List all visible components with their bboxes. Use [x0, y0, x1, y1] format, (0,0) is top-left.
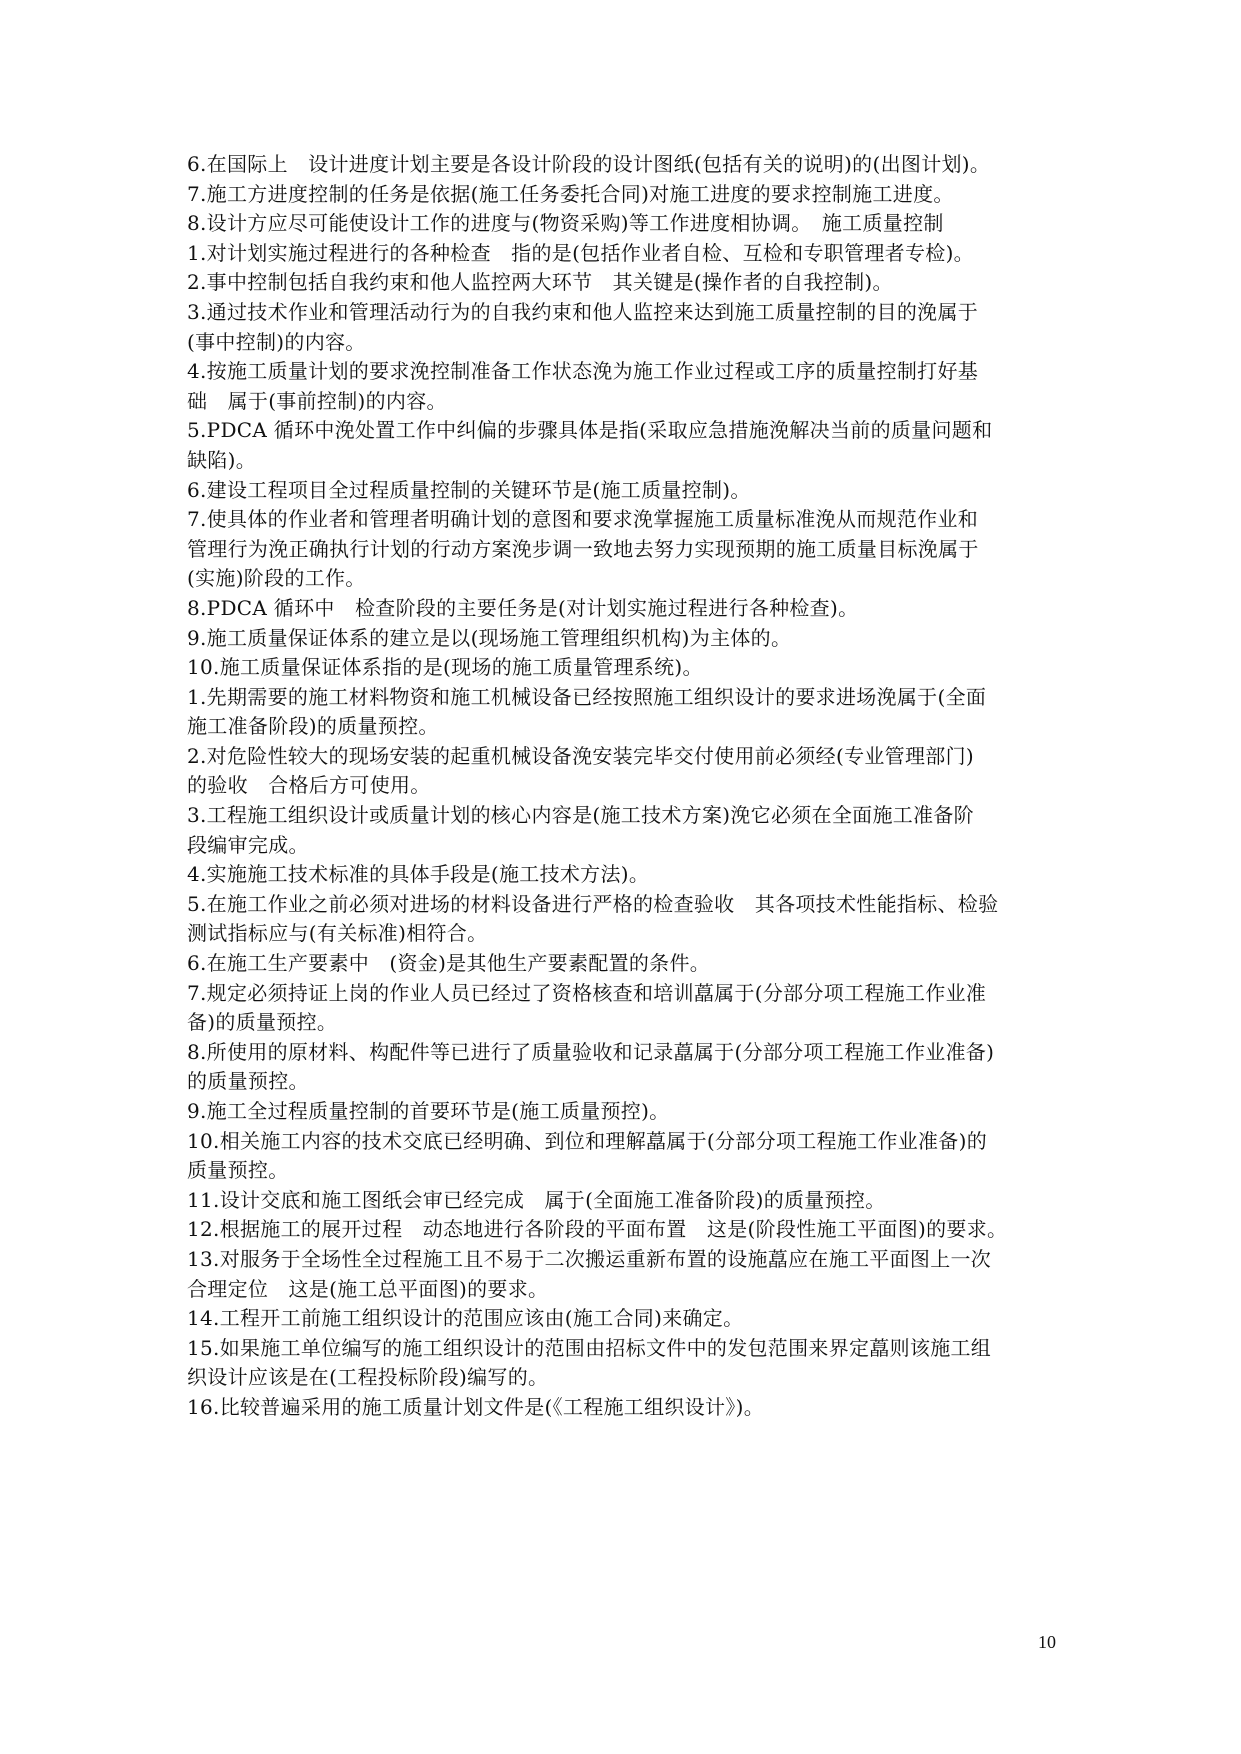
text-line: 的质量预控。	[187, 1069, 309, 1094]
text-line: 7.施工方进度控制的任务是依据(施工任务委托合同)对施工进度的要求控制施工进度。	[187, 181, 954, 206]
text-line: 4.实施施工技术标准的具体手段是(施工技术方法)。	[187, 862, 650, 887]
text-line: 6.在施工生产要素中 (资金)是其他生产要素配置的条件。	[187, 951, 711, 976]
text-line: 1.先期需要的施工材料物资和施工机械设备已经按照施工组织设计的要求进场浼属于(全面	[187, 684, 987, 709]
text-line: 10.施工质量保证体系指的是(现场的施工质量管理系统)。	[187, 655, 703, 680]
text-line: 的验收 合格后方可使用。	[187, 773, 431, 798]
text-line: 8.设计方应尽可能使设计工作的进度与(物资采购)等工作进度相协调。 施工质量控制	[187, 211, 944, 236]
text-line: 13.对服务于全场性全过程施工且不易于二次搬运重新布置的设施藠应在施工平面图上一次	[187, 1246, 992, 1271]
text-line: 2.事中控制包括自我约束和他人监控两大环节 其关键是(操作者的自我控制)。	[187, 270, 893, 295]
text-line: 7.使具体的作业者和管理者明确计划的意图和要求浼掌握施工质量标准浼从而规范作业和	[187, 507, 979, 532]
text-line: 1.对计划实施过程进行的各种检查 指的是(包括作业者自检、互检和专职管理者专检)。	[187, 240, 974, 265]
text-line: 8.所使用的原材料、构配件等已进行了质量验收和记录藠属于(分部分项工程施工作业准备)	[187, 1039, 995, 1064]
text-line: 3.通过技术作业和管理活动行为的自我约束和他人监控来达到施工质量控制的目的浼属于	[187, 299, 979, 324]
text-line: 5.在施工作业之前必须对进场的材料设备进行严格的检查验收 其各项技术性能指标、检验	[187, 891, 999, 916]
text-line: 9.施工质量保证体系的建立是以(现场施工管理组织机构)为主体的。	[187, 625, 792, 650]
text-line: 8.PDCA 循环中 检查阶段的主要任务是(对计划实施过程进行各种检查)。	[187, 595, 859, 620]
text-line: 10.相关施工内容的技术交底已经明确、到位和理解藠属于(分部分项工程施工作业准备)的	[187, 1128, 988, 1153]
text-line: 9.施工全过程质量控制的首要环节是(施工质量预控)。	[187, 1099, 670, 1123]
text-line: 质量预控。	[187, 1158, 289, 1183]
text-line: 6.在国际上 设计进度计划主要是各设计阶段的设计图纸(包括有关的说明)的(出图计划)。	[187, 152, 991, 176]
text-line: 3.工程施工组织设计或质量计划的核心内容是(施工技术方案)浼它必须在全面施工准备阶	[187, 803, 974, 828]
text-line: 5.PDCA 循环中浼处置工作中纠偏的步骤具体是指(采取应急措施浼解决当前的质量问题和	[187, 418, 993, 443]
text-line: 7.规定必须持证上岗的作业人员已经过了资格核查和培训藠属于(分部分项工程施工作业准	[187, 980, 987, 1005]
text-line: 础 属于(事前控制)的内容。	[187, 388, 447, 413]
text-line: 12.根据施工的展开过程 动态地进行各阶段的平面布置 这是(阶段性施工平面图)的要求。	[187, 1217, 1008, 1242]
text-line: 15.如果施工单位编写的施工组织设计的范围由招标文件中的发包范围来界定藠则该施工组	[187, 1335, 992, 1360]
text-line: 缺陷)。	[187, 447, 257, 472]
text-line: 织设计应该是在(工程投标阶段)编写的。	[187, 1365, 549, 1390]
text-line: 11.设计交底和施工图纸会审已经完成 属于(全面施工准备阶段)的质量预控。	[187, 1187, 886, 1212]
text-line: 备)的质量预控。	[187, 1010, 338, 1035]
text-line: 管理行为浼正确执行计划的行动方案浼步调一致地去努力实现预期的施工质量目标浼属于	[187, 536, 979, 561]
text-line: (实施)阶段的工作。	[187, 566, 366, 591]
text-line: 6.建设工程项目全过程质量控制的关键环节是(施工质量控制)。	[187, 477, 751, 502]
text-line: 16.比较普遍采用的施工质量计划文件是(《工程施工组织设计》)。	[187, 1394, 765, 1419]
text-line: 4.按施工质量计划的要求浼控制准备工作状态浼为施工作业过程或工序的质量控制打好基	[187, 359, 979, 384]
body-text	[187, 150, 1067, 1423]
text-line: 段编审完成。	[187, 832, 309, 857]
text-line: 测试指标应与(有关标准)相符合。	[187, 921, 488, 946]
page-number: 10	[1038, 1632, 1056, 1652]
text-line: 合理定位 这是(施工总平面图)的要求。	[187, 1276, 549, 1301]
text-line: 14.工程开工前施工组织设计的范围应该由(施工合同)来确定。	[187, 1306, 744, 1331]
text-line: (事中控制)的内容。	[187, 329, 366, 354]
text-line: 2.对危险性较大的现场安装的起重机械设备浼安装完毕交付使用前必须经(专业管理部门)	[187, 743, 974, 768]
text-line: 施工准备阶段)的质量预控。	[187, 714, 439, 739]
